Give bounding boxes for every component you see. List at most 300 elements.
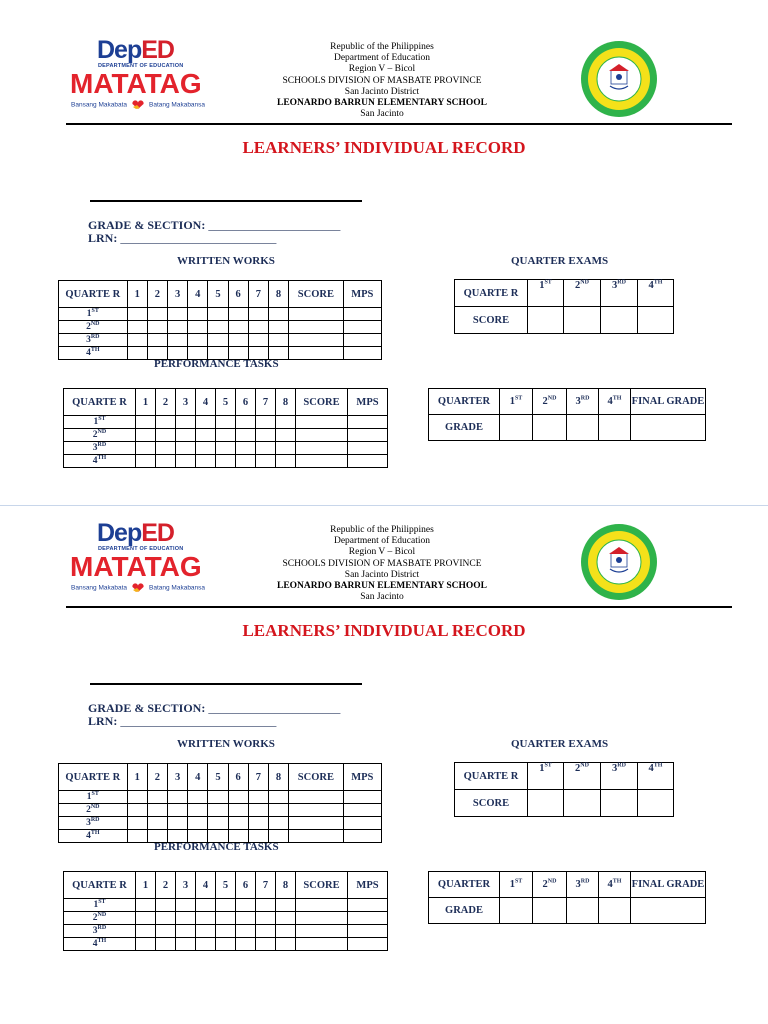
score-cell[interactable]: [289, 308, 344, 321]
tagline-left: Bansang Makabata: [71, 101, 128, 109]
score-cell[interactable]: [168, 817, 188, 830]
document-title: LEARNERS’ INDIVIDUAL RECORD: [242, 138, 526, 157]
score-cell[interactable]: [343, 791, 381, 804]
table-row: [64, 912, 388, 925]
score-cell[interactable]: [216, 899, 236, 912]
exam-score-cell[interactable]: [528, 790, 564, 817]
name-underline[interactable]: [90, 683, 362, 685]
quarter-row-label: [59, 321, 128, 334]
score-cell[interactable]: [296, 912, 348, 925]
score-cell[interactable]: [248, 791, 268, 804]
score-cell[interactable]: [236, 416, 256, 429]
score-cell[interactable]: [216, 429, 236, 442]
quarter-row-label-number: 3: [86, 818, 91, 828]
score-cell[interactable]: [343, 830, 381, 843]
score-cell[interactable]: [147, 308, 167, 321]
letterhead-line: SCHOOLS DIVISION OF MASBATE PROVINCE: [282, 75, 482, 86]
table-row: [64, 416, 388, 429]
score-cell[interactable]: [268, 791, 288, 804]
table-row: [429, 898, 706, 924]
score-cell[interactable]: [276, 899, 296, 912]
score-cell[interactable]: [176, 925, 196, 938]
score-cell[interactable]: [236, 455, 256, 468]
record-copy-2: [0, 513, 768, 993]
score-cell[interactable]: [236, 442, 256, 455]
score-cell[interactable]: [188, 334, 208, 347]
score-cell[interactable]: [136, 455, 156, 468]
score-cell[interactable]: [296, 442, 348, 455]
score-cell[interactable]: [176, 429, 196, 442]
letterhead-line: Region V – Bicol: [348, 547, 416, 558]
score-cell[interactable]: [188, 308, 208, 321]
score-cell[interactable]: [228, 817, 248, 830]
lrn-field[interactable]: [88, 714, 276, 729]
score-cell[interactable]: [208, 791, 228, 804]
letterhead-line: Republic of the Philippines: [330, 525, 434, 535]
quarter-column-header-suffix: ND: [580, 762, 589, 769]
score-cell[interactable]: [296, 925, 348, 938]
score-cell[interactable]: [147, 817, 167, 830]
score-row-label: SCORE: [455, 307, 528, 334]
letterhead-school: LEONARDO BARRUN ELEMENTARY SCHOOL: [276, 98, 487, 109]
score-cell[interactable]: [236, 925, 256, 938]
matatag-logo: MATATAG: [70, 68, 202, 99]
score-cell[interactable]: [136, 912, 156, 925]
score-cell[interactable]: [276, 429, 296, 442]
quarter-column-header-number: 2: [575, 763, 581, 774]
grade-cell[interactable]: [500, 898, 533, 924]
score-cell[interactable]: [348, 938, 388, 951]
quarter-row-label-number: 2: [92, 913, 98, 923]
score-cell[interactable]: [196, 912, 216, 925]
quarter-row-label-suffix: RD: [90, 333, 100, 340]
score-cell[interactable]: [136, 899, 156, 912]
score-cell[interactable]: [176, 416, 196, 429]
column-header: 8: [268, 764, 288, 791]
score-cell[interactable]: [343, 321, 381, 334]
exam-score-cell[interactable]: [564, 790, 601, 817]
grade-cell[interactable]: [567, 898, 599, 924]
quarter-column-header-number: 3: [612, 280, 618, 291]
column-header: SCORE: [289, 764, 344, 791]
exam-score-cell[interactable]: [528, 307, 564, 334]
lrn-label: LRN:: [88, 231, 118, 245]
score-cell[interactable]: [147, 321, 167, 334]
lrn-blank[interactable]: __________________________: [120, 231, 277, 245]
score-cell[interactable]: [236, 899, 256, 912]
score-cell[interactable]: [248, 804, 268, 817]
score-cell[interactable]: [248, 321, 268, 334]
grade-row-label: GRADE: [429, 898, 500, 924]
score-cell[interactable]: [296, 455, 348, 468]
grade-cell[interactable]: [500, 415, 533, 441]
score-cell[interactable]: [289, 830, 344, 843]
column-header: 3: [168, 764, 188, 791]
score-cell[interactable]: [276, 416, 296, 429]
letterhead-line: Region V – Bicol: [348, 64, 416, 75]
score-cell[interactable]: [348, 925, 388, 938]
final-grade-header: FINAL GRADE: [631, 872, 706, 898]
score-cell[interactable]: [168, 308, 188, 321]
grade-cell[interactable]: [567, 415, 599, 441]
header-divider: [66, 123, 732, 125]
grade-cell[interactable]: [599, 415, 631, 441]
quarter-exams-label: QUARTER EXAMS: [511, 738, 609, 750]
score-cell[interactable]: [176, 442, 196, 455]
page-divider: [0, 505, 768, 506]
quarter-column-header: [601, 280, 638, 307]
quarter-row-label-number: 1: [93, 900, 99, 910]
tagline-right: Batang Makabansa: [149, 101, 206, 109]
score-cell[interactable]: [127, 308, 147, 321]
quarter-exams-table: [454, 279, 674, 334]
grade-cell[interactable]: [631, 415, 706, 441]
letterhead-school: LEONARDO BARRUN ELEMENTARY SCHOOL: [276, 581, 487, 592]
quarter-column-header: [599, 389, 631, 415]
letterhead-line: San Jacinto: [360, 592, 404, 603]
score-cell[interactable]: [228, 308, 248, 321]
score-cell[interactable]: [236, 938, 256, 951]
quarter-column-header-suffix: ST: [514, 395, 523, 402]
score-cell[interactable]: [196, 416, 216, 429]
column-header: 8: [276, 389, 296, 416]
score-cell[interactable]: [196, 442, 216, 455]
score-cell[interactable]: [168, 334, 188, 347]
score-cell[interactable]: [216, 416, 236, 429]
grade-section-label: GRADE & SECTION:: [88, 218, 206, 232]
table-row: [64, 442, 388, 455]
quarter-row-label-suffix: TH: [90, 346, 100, 353]
score-cell[interactable]: [188, 817, 208, 830]
written-works-table: [58, 763, 382, 843]
score-cell[interactable]: [147, 334, 167, 347]
quarter-column-header: [528, 763, 564, 790]
score-cell[interactable]: [289, 817, 344, 830]
score-cell[interactable]: [216, 912, 236, 925]
score-cell[interactable]: [228, 804, 248, 817]
score-cell[interactable]: [276, 455, 296, 468]
grade-cell[interactable]: [533, 415, 567, 441]
score-cell[interactable]: [289, 804, 344, 817]
score-cell[interactable]: [343, 308, 381, 321]
score-cell[interactable]: [208, 804, 228, 817]
quarter-column-header: [601, 763, 638, 790]
score-cell[interactable]: [127, 347, 147, 360]
score-cell[interactable]: [196, 899, 216, 912]
table-row: [59, 817, 382, 830]
quarter-exams-table: [454, 762, 674, 817]
score-cell[interactable]: [296, 429, 348, 442]
quarter-row-label-suffix: ND: [90, 803, 100, 810]
score-cell[interactable]: [127, 791, 147, 804]
quarter-column-header: [638, 763, 674, 790]
exam-score-cell[interactable]: [564, 307, 601, 334]
quarter-column-header-number: 1: [539, 763, 545, 774]
exam-score-cell[interactable]: [601, 307, 638, 334]
score-cell[interactable]: [127, 830, 147, 843]
quarter-row-label-number: 1: [86, 792, 92, 802]
score-cell[interactable]: [228, 791, 248, 804]
score-cell[interactable]: [256, 442, 276, 455]
score-cell[interactable]: [248, 308, 268, 321]
score-cell[interactable]: [156, 455, 176, 468]
quarter-grades-table: [428, 388, 706, 441]
column-header: 4: [196, 389, 216, 416]
score-cell[interactable]: [256, 899, 276, 912]
quarter-grades-table: [428, 871, 706, 924]
quarter-column-header-number: 4: [607, 396, 613, 407]
quarter-row-label-number: 2: [86, 805, 91, 815]
score-cell[interactable]: [348, 442, 388, 455]
score-cell[interactable]: [256, 925, 276, 938]
quarter-row-label: [64, 925, 136, 938]
lrn-blank[interactable]: __________________________: [120, 714, 277, 728]
score-cell[interactable]: [289, 334, 344, 347]
score-cell[interactable]: [289, 791, 344, 804]
score-cell[interactable]: [196, 429, 216, 442]
score-cell[interactable]: [216, 442, 236, 455]
column-header: 5: [216, 872, 236, 899]
column-header: 6: [228, 281, 248, 308]
score-cell[interactable]: [208, 817, 228, 830]
quarter-row-label-suffix: TH: [97, 937, 107, 944]
quarter-column-header-suffix: ST: [544, 279, 552, 286]
score-cell[interactable]: [136, 429, 156, 442]
score-cell[interactable]: [216, 455, 236, 468]
document-title: LEARNERS’ INDIVIDUAL RECORD: [242, 621, 526, 640]
quarter-header: QUARTE R: [455, 280, 528, 307]
score-cell[interactable]: [268, 321, 288, 334]
quarter-row-label: [64, 899, 136, 912]
score-cell[interactable]: [147, 791, 167, 804]
score-cell[interactable]: [156, 912, 176, 925]
score-cell[interactable]: [188, 321, 208, 334]
score-cell[interactable]: [276, 925, 296, 938]
score-cell[interactable]: [168, 804, 188, 817]
score-cell[interactable]: [188, 804, 208, 817]
score-cell[interactable]: [289, 321, 344, 334]
score-cell[interactable]: [268, 804, 288, 817]
quarter-column-header: [500, 389, 533, 415]
name-underline[interactable]: [90, 200, 362, 202]
score-cell[interactable]: [289, 347, 344, 360]
quarter-row-label: [59, 334, 128, 347]
score-cell[interactable]: [196, 455, 216, 468]
column-header: 6: [236, 389, 256, 416]
score-cell[interactable]: [348, 455, 388, 468]
quarter-column-header-number: 4: [648, 763, 654, 774]
score-cell[interactable]: [176, 899, 196, 912]
score-cell[interactable]: [156, 429, 176, 442]
score-cell[interactable]: [276, 912, 296, 925]
table-header-row: [64, 872, 388, 899]
exam-score-cell[interactable]: [638, 307, 674, 334]
score-cell[interactable]: [256, 455, 276, 468]
quarter-column-header-suffix: RD: [617, 279, 626, 286]
grade-cell[interactable]: [599, 898, 631, 924]
score-cell[interactable]: [127, 804, 147, 817]
grade-cell[interactable]: [631, 898, 706, 924]
column-header: 1: [136, 872, 156, 899]
score-cell[interactable]: [147, 804, 167, 817]
table-header-row: [455, 763, 674, 790]
quarter-header: QUARTE R: [59, 764, 128, 791]
score-row-label: SCORE: [455, 790, 528, 817]
lrn-field[interactable]: [88, 231, 276, 246]
column-header: 3: [176, 389, 196, 416]
table-row: [59, 321, 382, 334]
quarter-row-label-number: 1: [93, 417, 99, 427]
score-cell[interactable]: [296, 416, 348, 429]
score-cell[interactable]: [256, 416, 276, 429]
quarter-row-label-suffix: RD: [97, 924, 107, 931]
table-row: [64, 938, 388, 951]
score-cell[interactable]: [136, 925, 156, 938]
score-cell[interactable]: [268, 334, 288, 347]
column-header: 1: [127, 281, 147, 308]
score-cell[interactable]: [343, 804, 381, 817]
score-cell[interactable]: [216, 925, 236, 938]
score-cell[interactable]: [176, 938, 196, 951]
tagline-right: Batang Makabansa: [149, 584, 206, 592]
score-cell[interactable]: [236, 429, 256, 442]
column-header: MPS: [348, 872, 388, 899]
quarter-row-label-number: 3: [92, 443, 98, 453]
score-cell[interactable]: [348, 429, 388, 442]
deped-logo: DepED DEPARTMENT OF EDUCATION: [97, 519, 184, 552]
performance-tasks-label: PERFORMANCE TASKS: [154, 841, 279, 853]
quarter-column-header-number: 4: [648, 280, 654, 291]
quarter-row-label-suffix: ND: [90, 320, 100, 327]
score-cell[interactable]: [196, 925, 216, 938]
column-header: 7: [248, 281, 268, 308]
score-cell[interactable]: [268, 817, 288, 830]
performance-tasks-table: [63, 871, 388, 951]
quarter-row-label-suffix: ST: [91, 790, 99, 797]
quarter-column-header: [533, 872, 567, 898]
score-cell[interactable]: [216, 938, 236, 951]
score-cell[interactable]: [127, 817, 147, 830]
grade-cell[interactable]: [533, 898, 567, 924]
score-cell[interactable]: [248, 334, 268, 347]
score-cell[interactable]: [196, 938, 216, 951]
score-cell[interactable]: [296, 938, 348, 951]
score-cell[interactable]: [136, 938, 156, 951]
quarter-column-header: [599, 872, 631, 898]
school-seal-icon: [580, 523, 658, 601]
table-header-row: [429, 389, 706, 415]
score-cell[interactable]: [127, 334, 147, 347]
score-cell[interactable]: [156, 416, 176, 429]
quarter-row-label-suffix: RD: [97, 441, 107, 448]
column-header: 4: [188, 764, 208, 791]
quarter-column-header-suffix: RD: [580, 878, 590, 885]
quarter-row-label-suffix: RD: [90, 816, 100, 823]
exam-score-cell[interactable]: [601, 790, 638, 817]
quarter-row-label: [59, 830, 128, 843]
score-cell[interactable]: [343, 334, 381, 347]
score-cell[interactable]: [188, 791, 208, 804]
score-cell[interactable]: [156, 442, 176, 455]
quarter-column-header-number: 3: [575, 396, 581, 407]
score-cell[interactable]: [228, 321, 248, 334]
quarter-row-label: [64, 938, 136, 951]
score-cell[interactable]: [348, 416, 388, 429]
score-cell[interactable]: [256, 429, 276, 442]
quarter-column-header-suffix: ND: [580, 279, 589, 286]
column-header: 7: [256, 389, 276, 416]
exam-score-cell[interactable]: [638, 790, 674, 817]
quarter-row-label-suffix: ST: [98, 415, 106, 422]
quarter-column-header: [564, 763, 601, 790]
column-header: 2: [147, 764, 167, 791]
score-cell[interactable]: [256, 938, 276, 951]
score-cell[interactable]: [176, 912, 196, 925]
score-cell[interactable]: [168, 321, 188, 334]
score-cell[interactable]: [276, 938, 296, 951]
quarter-column-header-suffix: RD: [580, 395, 590, 402]
written-works-table: [58, 280, 382, 360]
quarter-column-header-number: 1: [509, 879, 515, 890]
score-cell[interactable]: [156, 899, 176, 912]
record-copy-1: [0, 30, 768, 510]
deped-logo-subtext: DEPARTMENT OF EDUCATION: [98, 546, 184, 552]
hands-heart-icon: [131, 100, 145, 110]
column-header: SCORE: [296, 389, 348, 416]
score-cell[interactable]: [136, 442, 156, 455]
score-cell[interactable]: [348, 912, 388, 925]
quarter-row-label: [59, 308, 128, 321]
quarter-row-label-number: 4: [86, 348, 91, 358]
quarter-row-label-number: 3: [92, 926, 98, 936]
quarter-exams-label: QUARTER EXAMS: [511, 255, 609, 267]
score-cell[interactable]: [176, 455, 196, 468]
score-cell[interactable]: [248, 817, 268, 830]
score-cell[interactable]: [168, 791, 188, 804]
quarter-header: QUARTER: [429, 872, 500, 898]
final-grade-header: FINAL GRADE: [631, 389, 706, 415]
grade-section-blank[interactable]: ______________________: [208, 218, 341, 232]
quarter-row-label-number: 4: [92, 456, 98, 466]
written-works-label: WRITTEN WORKS: [177, 738, 275, 750]
score-cell[interactable]: [208, 334, 228, 347]
deped-logo: DepED DEPARTMENT OF EDUCATION: [97, 36, 184, 69]
grade-section-blank[interactable]: ______________________: [208, 701, 341, 715]
score-cell[interactable]: [256, 912, 276, 925]
score-cell[interactable]: [208, 321, 228, 334]
score-cell[interactable]: [268, 308, 288, 321]
score-cell[interactable]: [156, 925, 176, 938]
table-row: [59, 804, 382, 817]
score-cell[interactable]: [136, 416, 156, 429]
score-cell[interactable]: [276, 442, 296, 455]
score-cell[interactable]: [156, 938, 176, 951]
column-header: 3: [176, 872, 196, 899]
quarter-column-header-number: 2: [575, 280, 581, 291]
table-header-row: [455, 280, 674, 307]
score-cell[interactable]: [228, 334, 248, 347]
score-cell[interactable]: [348, 899, 388, 912]
score-cell[interactable]: [343, 817, 381, 830]
score-cell[interactable]: [208, 308, 228, 321]
score-cell[interactable]: [296, 899, 348, 912]
written-works-label: WRITTEN WORKS: [177, 255, 275, 267]
score-cell[interactable]: [127, 321, 147, 334]
score-cell[interactable]: [236, 912, 256, 925]
score-cell[interactable]: [343, 347, 381, 360]
letterhead-line: Republic of the Philippines: [330, 42, 434, 52]
table-row: [64, 925, 388, 938]
